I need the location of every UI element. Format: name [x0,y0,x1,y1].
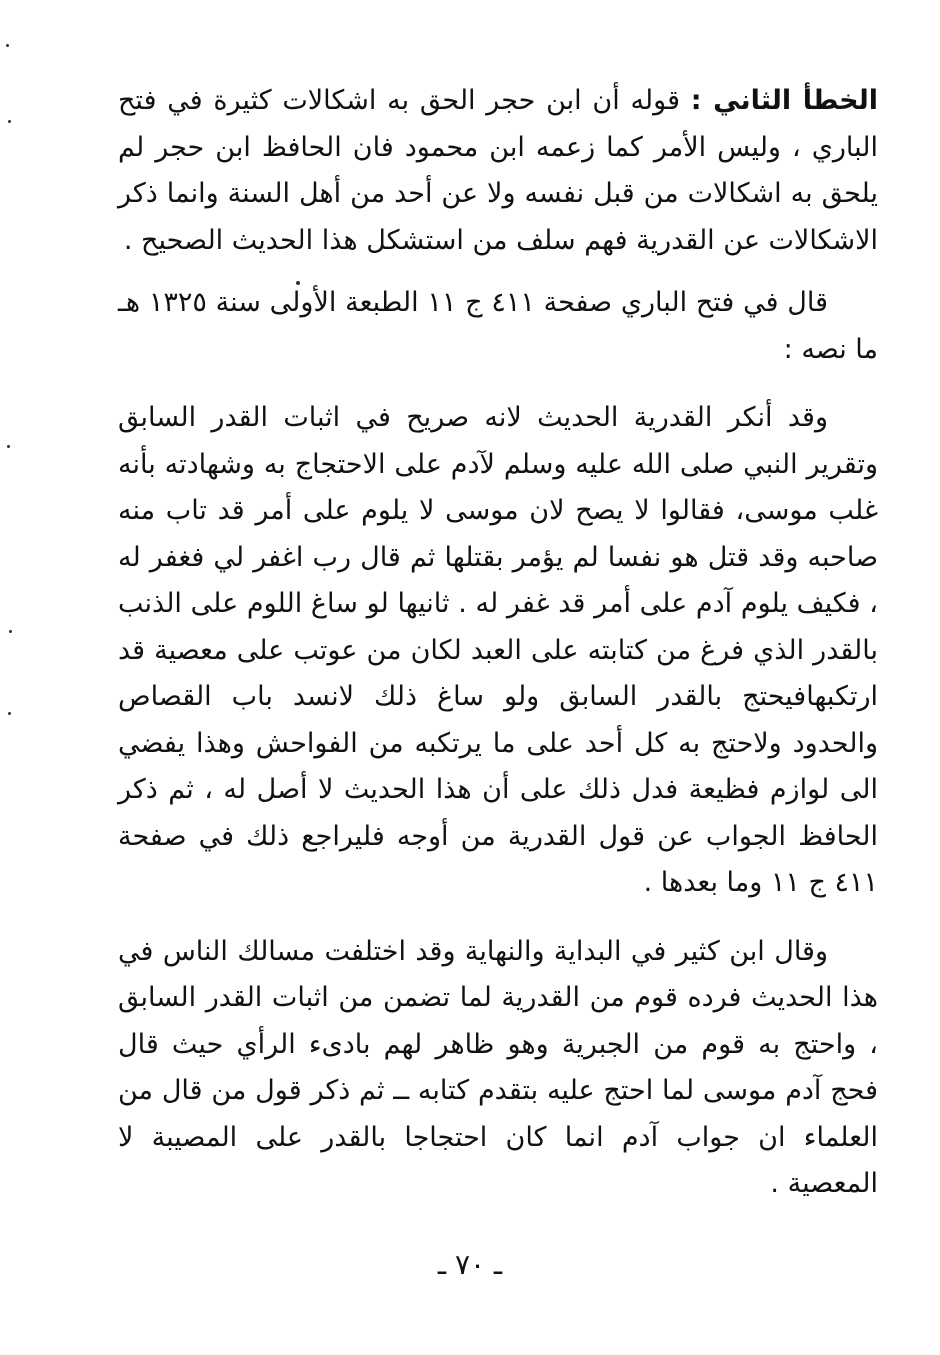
scan-speck [8,712,11,715]
paragraph-text: قوله أن ابن حجر الحق به اشكالات كثيرة في فتح الباري ، وليس الأمر كما زعمه ابن محمود فان الحافظ ابن حجر لم يلحق به اشكالات من قبل نفسه ولا عن أحد من أهل السنة وانما ذكر الاشكالات عن القدرية فهم سلف من استشكل هذا الحديث الصحيح . [118,85,878,256]
paragraph-fath-albari-citation: قال في فتح الباري صفحة ٤١١ ج ١١ الطبعة الأولى سنة ١٣٢٥ هـ ما نصه : [118,287,878,365]
page-body [118,78,878,1208]
scan-speck [8,120,11,123]
page-number: ـ ٧٠ ـ [437,1248,503,1281]
paragraph-lead-heading: الخطأ الثاني : [690,85,878,116]
scan-speck [9,630,12,633]
scan-speck [296,281,300,285]
paragraph-second-error [118,78,878,264]
paragraph-qadariyya-quote: وقد أنكر القدرية الحديث لانه صريح في اثبات القدر السابق وتقرير النبي صلى الله عليه وسلم لآدم على الاحتجاج به وشهادته بأنه غلب موسى، فقالوا لا يصح لان موسى لا يلوم على أمر قد تاب منه صاحبه وقد قتل هو نفسا لم يؤمر بقتلها ثم قال رب اغفر لي فغفر له ، فكيف يلوم آدم على أمر قد غفر له . ثانيها لو ساغ اللوم على الذنب بالقدر الذي فرغ من كتابته على العبد لكان من عوتب على معصية قد ارتكبهافيحتج بالقدر السابق ولو ساغ ذلك لانسد باب القصاص والحدود ولاحتج به كل أحد على ما يرتكبه من الفواحش وهذا يفضي الى لوازم فظيعة فدل ذلك على أن هذا الحديث لا أصل له ، ثم ذكر الحافظ الجواب عن قول القدرية من أوجه فليراجع ذلك في صفحة ٤١١ ج ١١ وما بعدها . [118,402,878,898]
paragraph-ibn-kathir: وقال ابن كثير في البداية والنهاية وقد اختلفت مسالك الناس في هذا الحديث فرده قوم من القدرية لما تضمن من اثبات القدر السابق ، واحتج به قوم من الجبرية وهو ظاهر لهم بادىء الرأي حيث قال فحج آدم موسى لما احتج عليه بتقدم كتابه ــ ثم ذكر قول من قال من العلماء ان جواب آدم انما كان احتجاجا بالقدر على المصيبة لا المعصية . [118,935,878,1199]
scan-speck [7,445,10,448]
scan-speck [6,44,9,47]
